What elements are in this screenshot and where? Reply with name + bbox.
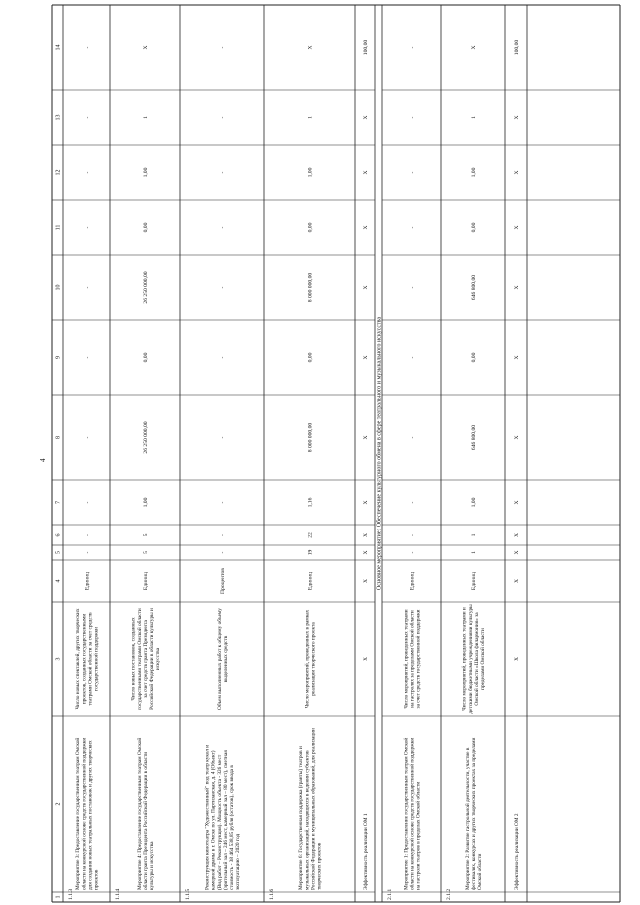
row-value: 0,00 [142, 352, 149, 363]
row-indicator: Число мероприятий, проведенных в рамкахреализации творческого проекта [304, 609, 317, 709]
row-value: X [513, 170, 520, 175]
row-name: Реконструкция кинотеатра "Художественный" под театр кукол икамерной драмы в г. Омске по ул. Партизанская, д. 4 (Объект)(Вид работ – Реконструкция). Мощность объекта - 326 мест(зрительный зал – 246 мест, камерный зал – 80 мест), сметнаястоимость - 38 464 538,85 рубля (остаток), срок ввода вэксплуатацию – 2020 год [204, 744, 242, 890]
row-value: - [219, 356, 226, 359]
row-unit: Единиц [307, 571, 314, 591]
row-value: - [409, 551, 416, 554]
row-value: 0,00 [470, 352, 477, 363]
row-value: 1,16 [307, 497, 314, 508]
row-value: 646 800,00 [470, 274, 477, 301]
header-number: 3 [55, 657, 62, 661]
row-unit: Единиц [470, 571, 477, 591]
row-value: X [470, 45, 477, 50]
row-value: 646 800,00 [470, 424, 477, 451]
header-number: 6 [55, 533, 62, 537]
row-value: - [84, 46, 91, 49]
header-number: 2 [55, 802, 62, 806]
row-value: - [84, 436, 91, 439]
row-value: 8 000 000,00 [307, 272, 314, 303]
row-value: 100,00 [362, 39, 369, 56]
header-number: 1 [55, 895, 62, 899]
row-value: - [409, 356, 416, 359]
row-unit: Процентов [219, 568, 226, 594]
row-value: 0,00 [470, 222, 477, 233]
row-value: 100,00 [513, 39, 520, 56]
row-value: - [219, 286, 226, 289]
row-value: - [409, 534, 416, 536]
row-value: - [219, 501, 226, 504]
row-unit: X [362, 578, 369, 584]
row-value: 1,00 [307, 167, 314, 178]
row-value: X [362, 225, 369, 230]
row-id: 1.1.4 [114, 888, 121, 900]
row-value: - [84, 286, 91, 289]
row-value: X [513, 115, 520, 120]
row-value: X [513, 225, 520, 230]
row-value: 22 [307, 532, 314, 538]
row-value: - [219, 534, 226, 536]
row-value: 1 [470, 533, 477, 537]
header-number: 4 [55, 579, 62, 583]
row-value: 19 [307, 549, 314, 556]
row-value: 1 [307, 116, 314, 119]
row-id: 1.1.6 [268, 888, 275, 900]
header-number: 11 [55, 224, 62, 231]
row-value: - [409, 226, 416, 229]
row-value: X [513, 532, 520, 538]
row-value: 1 [470, 116, 477, 119]
row-indicator: Объем выполненных работ к общему объемувыделенных средств [216, 608, 229, 710]
row-value: 0,00 [307, 352, 314, 363]
row-value: - [219, 116, 226, 119]
row-value: 5 [142, 551, 149, 554]
row-name: Мероприятие 4: Предоставление государственным театрам Омскойобласти гранта Президента Российской Федерации в областикультуры и искусства [136, 737, 155, 890]
row-unit: Единиц [84, 571, 91, 591]
row-value: - [219, 171, 226, 174]
row-value: 26 250 000,00 [142, 271, 149, 304]
row-value: X [513, 500, 520, 505]
row-indicator: Число новых спектаклей, других творческихпроектов, созданных государственнымитеатрами Омской области за счет средствгосударственной поддержки [75, 608, 100, 710]
header-number: 5 [55, 551, 62, 554]
row-indicator: Число новых постановок, созданныхгосударственными театрами Омской областиза счет средств гранта ПрезидентаРоссийской Федерации в области культуры иискусства [130, 608, 162, 710]
section-banner: Основное мероприятие: Обеспечение культурного обмена в сфере театрального и музыкального искусства [376, 316, 383, 591]
row-value: - [409, 171, 416, 174]
row-value: 1,00 [470, 167, 477, 178]
row-value: 26 250 000,00 [142, 421, 149, 454]
row-value: 1 [142, 116, 149, 119]
row-value: - [409, 46, 416, 49]
row-value: X [362, 115, 369, 120]
row-value: X [362, 532, 369, 538]
row-unit: X [513, 578, 520, 584]
row-value: - [219, 46, 226, 49]
row-value: - [219, 226, 226, 229]
row-value: - [219, 551, 226, 554]
row-value: 8 000 000,00 [307, 422, 314, 453]
row-value: 1 [470, 551, 477, 554]
row-value: - [84, 551, 91, 554]
row-value: 0,00 [142, 222, 149, 233]
row-value: 0,00 [307, 222, 314, 233]
row-name: Мероприятие 1: Предоставление государственным театрам Омскойобласти на конкурсной основе средств государственной поддержкина гастроли театров в пределах Омской области [403, 737, 422, 890]
row-name: Мероприятие 2: Развитие гастрольной деятельности, участие вфестивалях, конкурсах и других творческих проектах за пределамиОмской области [464, 737, 483, 890]
row-value: X [513, 550, 520, 555]
row-value: 1,00 [142, 497, 149, 508]
row-value: - [409, 501, 416, 504]
row-value: - [409, 286, 416, 289]
row-value: X [362, 170, 369, 175]
row-unit: Единиц [142, 571, 149, 591]
row-id: 2.1.1 [386, 888, 393, 900]
row-name: Эффективность реализации ОМ 1 [362, 813, 369, 890]
row-value: X [362, 355, 369, 360]
row-indicator: X [513, 657, 520, 661]
row-value: - [84, 534, 91, 536]
header-number: 9 [55, 356, 62, 359]
row-value: X [362, 285, 369, 290]
row-value: 5 [142, 533, 149, 537]
row-value: X [362, 550, 369, 555]
page-marker: 4 [39, 458, 47, 462]
row-name: Мероприятие 3: Предоставление государственным театрам Омскойобласти на конкурсной основе средств государственной поддержкидля создания новых театральных постановок и других творческихпроектов [75, 737, 100, 890]
row-value: - [84, 356, 91, 359]
row-indicator: Число мероприятий, проведенных театрами идетскими бюджетными учреждениями культурыОмской области «Школа филармония» запределами Омской области [461, 604, 486, 714]
row-value: 1,00 [142, 167, 149, 178]
row-indicator: X [362, 657, 369, 661]
row-unit: Единиц [409, 571, 416, 591]
row-name: Эффективность реализации ОМ 2 [513, 813, 520, 890]
row-value: - [84, 226, 91, 229]
header-number: 14 [55, 44, 62, 51]
row-indicator: Число мероприятий, проведенных театрамина гастролях за пределами Омской областиза счет средств государственной поддержки [403, 609, 422, 709]
row-value: - [409, 436, 416, 439]
row-value: X [362, 500, 369, 505]
row-id: 1.1.5 [184, 888, 191, 900]
header-number: 13 [55, 114, 62, 121]
row-value: - [84, 116, 91, 119]
header-number: 7 [55, 501, 62, 504]
row-id: 2.1.2 [445, 888, 452, 900]
row-value: X [362, 435, 369, 440]
row-name: Мероприятие 6: Государственная поддержка (гранты) театров имузыкальных организаций, находящихся в ведении субъектовРоссийской Федерации и муниципальных образований, для реализациитворческих проектов [298, 728, 323, 890]
row-id: 1.1.3 [67, 888, 74, 900]
row-value: 1,00 [470, 497, 477, 508]
row-value: - [84, 501, 91, 504]
row-value: X [513, 355, 520, 360]
row-value: X [142, 45, 149, 50]
row-value: - [409, 116, 416, 119]
header-number: 12 [55, 169, 62, 176]
row-value: - [84, 171, 91, 174]
row-value: - [219, 436, 226, 439]
row-value: X [307, 45, 314, 50]
row-value: X [513, 435, 520, 440]
header-number: 8 [55, 436, 62, 439]
header-number: 10 [55, 284, 62, 291]
row-value: X [513, 285, 520, 290]
